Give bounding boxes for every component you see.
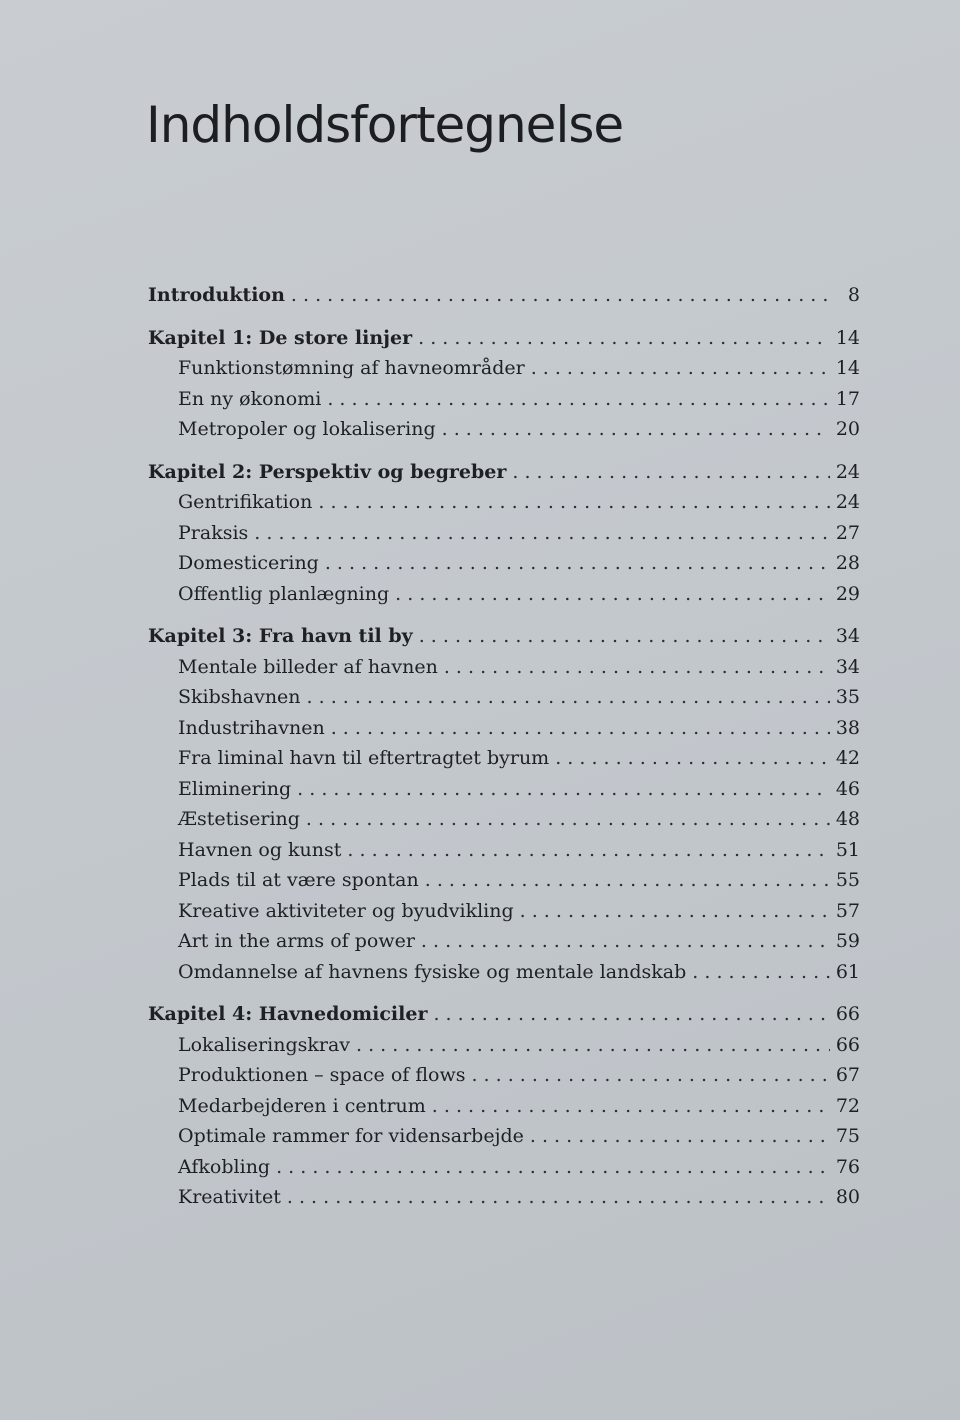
dot-leader [425, 865, 830, 896]
toc-sub-entry [148, 1091, 860, 1122]
toc-entry-label: Havnen og kunst [178, 838, 342, 861]
toc-page-number: 8 [847, 284, 860, 306]
toc-entry-label: Introduktion [148, 284, 285, 306]
dot-leader [444, 652, 830, 683]
toc-sub-entry [148, 1030, 860, 1061]
toc-chapter-entry [148, 621, 860, 652]
toc-entry-label: Plads til at være spontan [178, 869, 419, 891]
toc-page-number: 76 [835, 1155, 860, 1178]
toc-sub-entry [148, 713, 860, 744]
toc-page-number: 61 [835, 960, 860, 983]
dot-leader [432, 1091, 830, 1122]
page-title: Indholdsfortegnelse [146, 96, 624, 154]
toc-entry-label: Medarbejderen i centrum [178, 1094, 426, 1117]
toc-entry-label: Kapitel 1: De store linjer [148, 326, 413, 349]
toc-entry-label: Gentrifikation [178, 491, 313, 513]
dot-leader [395, 579, 830, 610]
toc-page-number: 29 [835, 582, 860, 605]
toc-page-number: 57 [835, 899, 860, 922]
toc-page-number: 59 [835, 930, 860, 952]
toc-entry-label: Offentlig planlægning [178, 582, 390, 605]
dot-leader [331, 713, 830, 744]
toc-page-number: 67 [835, 1064, 860, 1086]
toc-chapter-entry [148, 999, 860, 1030]
toc-entry-label: Funktionstømning af havneområder [178, 357, 525, 379]
toc-section [148, 621, 860, 987]
toc-page-number: 14 [835, 357, 860, 379]
dot-leader [347, 835, 829, 866]
toc-sub-entry [148, 682, 860, 713]
toc-entry-label: Omdannelse af havnens fysiske og mentale landskab [178, 960, 687, 983]
toc-page-number: 27 [835, 521, 860, 544]
toc-section [148, 999, 860, 1213]
toc-page-number: 20 [835, 418, 860, 440]
toc-page-number: 80 [835, 1186, 860, 1208]
toc-page-number: 72 [835, 1094, 860, 1117]
toc-sub-entry [148, 835, 860, 866]
toc-entry-label: Kapitel 4: Havnedomiciler [148, 1003, 428, 1025]
toc-entry-label: Kapitel 3: Fra havn til by [148, 625, 413, 647]
toc-entry-label: Industrihavnen [178, 716, 325, 739]
toc-page-number: 51 [835, 838, 860, 861]
toc-entry-label: Eliminering [178, 777, 292, 800]
toc-sub-entry [148, 926, 860, 957]
dot-leader [530, 1121, 830, 1152]
dot-leader [325, 548, 830, 579]
toc-entry-label: Kreativitet [178, 1186, 281, 1208]
toc-sub-entry [148, 1152, 860, 1183]
dot-leader [531, 353, 830, 384]
toc-section [148, 280, 860, 311]
toc-sub-entry [148, 652, 860, 683]
toc-page-number: 75 [835, 1125, 860, 1147]
toc-page-number: 38 [835, 716, 860, 739]
dot-leader [297, 774, 830, 805]
toc-sub-entry [148, 957, 860, 988]
dot-leader [512, 457, 829, 488]
toc-section [148, 323, 860, 445]
toc-page-number: 14 [835, 326, 860, 349]
toc-chapter-entry [148, 323, 860, 354]
toc-entry-label: Fra liminal havn til eftertragtet byrum [178, 747, 550, 769]
toc-entry-label: Kapitel 2: Perspektiv og begreber [148, 460, 507, 483]
table-of-contents [148, 280, 860, 1225]
dot-leader [291, 280, 830, 311]
toc-sub-entry [148, 743, 860, 774]
dot-leader [418, 323, 830, 354]
toc-sub-entry [148, 579, 860, 610]
toc-page-number: 35 [835, 686, 860, 708]
toc-sub-entry [148, 384, 860, 415]
toc-sub-entry [148, 518, 860, 549]
toc-entry-label: Æstetisering [178, 808, 300, 830]
toc-entry-label: En ny økonomi [178, 387, 322, 410]
toc-page-number: 66 [835, 1003, 860, 1025]
dot-leader [471, 1060, 829, 1091]
dot-leader [442, 414, 830, 445]
dot-leader [356, 1030, 830, 1061]
toc-page-number: 17 [835, 387, 860, 410]
dot-leader [254, 518, 830, 549]
toc-page-number: 34 [835, 625, 860, 647]
toc-page-number: 24 [835, 491, 860, 513]
dot-leader [276, 1152, 830, 1183]
toc-page-number: 24 [835, 460, 860, 483]
toc-sub-entry [148, 548, 860, 579]
toc-page-number: 46 [835, 777, 860, 800]
toc-entry-label: Optimale rammer for vidensarbejde [178, 1125, 524, 1147]
toc-chapter-entry [148, 457, 860, 488]
dot-leader [287, 1182, 830, 1213]
dot-leader [327, 384, 829, 415]
toc-entry-label: Domesticering [178, 552, 319, 574]
toc-entry-label: Produktionen – space of flows [178, 1064, 466, 1086]
toc-page-number: 28 [835, 552, 860, 574]
dot-leader [307, 682, 830, 713]
toc-sub-entry [148, 896, 860, 927]
toc-sub-entry [148, 774, 860, 805]
toc-entry-label: Mentale billeder af havnen [178, 655, 438, 678]
toc-sub-entry [148, 1182, 860, 1213]
dot-leader [318, 487, 829, 518]
toc-entry-label: Lokaliseringskrav [178, 1033, 351, 1056]
toc-entry-label: Praksis [178, 521, 249, 544]
toc-entry-label: Metropoler og lokalisering [178, 418, 436, 440]
toc-sub-entry [148, 1060, 860, 1091]
toc-entry-label: Kreative aktiviteter og byudvikling [178, 899, 514, 922]
toc-sub-entry [148, 353, 860, 384]
toc-chapter-entry [148, 280, 860, 311]
toc-sub-entry [148, 804, 860, 835]
toc-entry-label: Skibshavnen [178, 686, 301, 708]
dot-leader [306, 804, 830, 835]
dot-leader [419, 621, 830, 652]
toc-page-number: 55 [835, 869, 860, 891]
toc-page-number: 34 [835, 655, 860, 678]
toc-page-number: 42 [835, 747, 860, 769]
toc-sub-entry [148, 414, 860, 445]
dot-leader [555, 743, 830, 774]
toc-entry-label: Art in the arms of power [178, 930, 415, 952]
dot-leader [421, 926, 830, 957]
dot-leader [433, 999, 829, 1030]
dot-leader [692, 957, 830, 988]
toc-page-number: 48 [835, 808, 860, 830]
toc-entry-label: Afkobling [178, 1155, 271, 1178]
toc-page-number: 66 [835, 1033, 860, 1056]
toc-sub-entry [148, 1121, 860, 1152]
toc-section [148, 457, 860, 610]
toc-sub-entry [148, 865, 860, 896]
toc-sub-entry [148, 487, 860, 518]
dot-leader [520, 896, 830, 927]
